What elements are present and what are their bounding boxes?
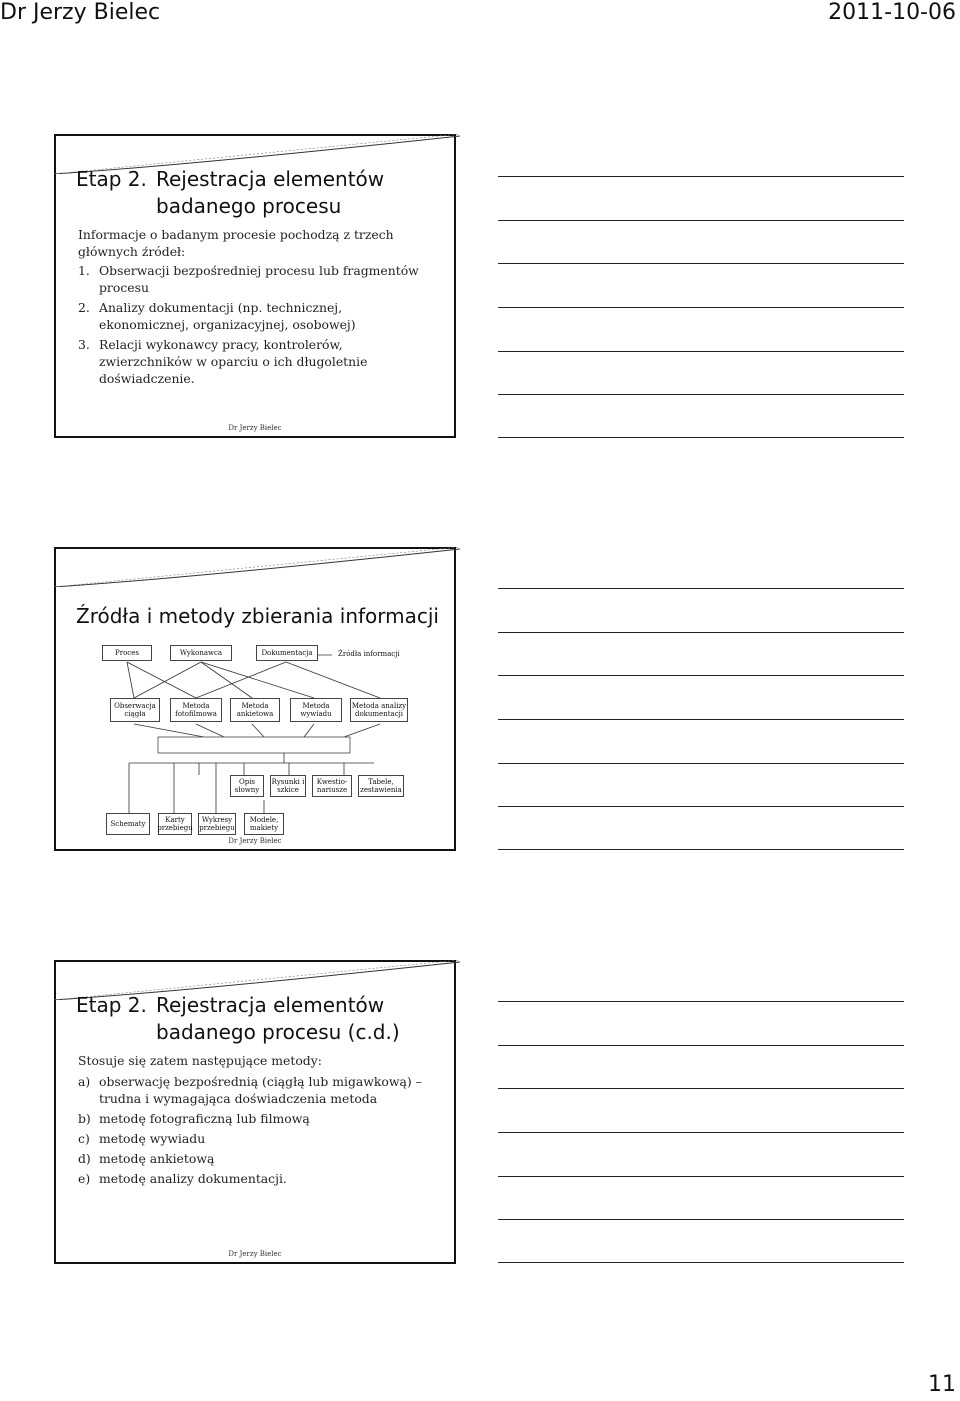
diagram-box-method: Obserwacja ciągła [110,698,160,722]
note-line [498,394,904,395]
slide-1-intro: Informacje o badanym procesie pochodzą z trzech głównych źródeł: [78,227,394,259]
slide-3-body [78,1052,434,1190]
list-item: 2. Analizy dokumentacji (np. technicznej, ekonomicznej, organizacyjnej, osobowej) [78,300,356,332]
slide-3 [54,960,456,1264]
page-number: 11 [928,1372,956,1397]
slide-footer: Dr Jerzy Bielec [228,424,282,432]
diagram-box-output: Tabele, zestawienia [358,775,404,797]
diagram-box-documentation: Dokumentacja [256,645,318,661]
note-line [498,632,904,633]
slide-footer: Dr Jerzy Bielec [228,837,282,845]
note-line [498,1219,904,1220]
list-item: b) metodę fotograficzną lub filmową [78,1111,310,1126]
header-date: 2011-10-06 [828,0,956,25]
list-item: 1. Obserwacji bezpośredniej procesu lub fragmentów procesu [78,263,419,295]
diagram-box-output: Kwestio-nariusze [312,775,352,797]
note-line [498,1132,904,1133]
note-line [498,763,904,764]
diagram-box-performer: Wykonawca [170,645,232,661]
list-item: 3. Relacji wykonawcy pracy, kontrolerów, zwierzchników w oparciu o ich długoletnie doświadczenie. [78,337,368,386]
header-author: Dr Jerzy Bielec [0,0,161,25]
diagram-box-method: Metoda fotofilmowa [170,698,222,722]
diagram-box-output: Opis słowny [230,775,264,797]
note-line [498,1176,904,1177]
diagram-sources-label: Źródła informacji [338,650,400,658]
diagram-box-method: Metoda wywiadu [290,698,342,722]
diagram-box-output: Wykresy przebiegu [198,813,236,835]
note-line [498,719,904,720]
diagram-connectors [94,635,478,839]
diagram-box-output: Karty przebiegu [158,813,192,835]
note-line [498,1001,904,1002]
slide-2 [54,547,456,851]
slide-swoosh-decoration [54,547,460,587]
note-line [498,806,904,807]
diagram-box-process: Proces [102,645,152,661]
list-item: c) metodę wywiadu [78,1131,206,1146]
diagram-box-output: Rysunki i szkice [270,775,306,797]
note-line [498,588,904,589]
note-line [498,1045,904,1046]
diagram-box-method: Metoda analizy dokumentacji [350,698,408,722]
slide-1-title: Etap 2. Rejestracja elementów badanego procesu [76,167,385,218]
note-line [498,307,904,308]
note-line [498,263,904,264]
slide-3-intro: Stosuje się zatem następujące metody: [78,1053,322,1068]
slide-footer: Dr Jerzy Bielec [228,1250,282,1258]
note-line [498,849,904,850]
note-line [498,176,904,177]
note-line [498,1088,904,1089]
list-item: a) obserwację bezpośrednią (ciągłą lub migawkową) – trudna i wymagająca doświadczenia metoda [78,1074,422,1106]
note-line [498,351,904,352]
list-item: d) metodę ankietową [78,1151,215,1166]
slide-1-body [78,226,434,390]
diagram-box-output: Modele, makiety [244,813,284,835]
note-line [498,675,904,676]
note-line [498,437,904,438]
sources-methods-diagram [94,635,478,839]
slide-3-title: Etap 2. Rejestracja elementów badanego procesu (c.d.) [76,993,400,1044]
diagram-box-method: Metoda ankietowa [230,698,280,722]
note-line [498,220,904,221]
diagram-box-output: Schematy [106,813,150,835]
slide-2-title: Źródła i metody zbierania informacji [76,604,439,628]
list-item: e) metodę analizy dokumentacji. [78,1171,287,1186]
slide-1 [54,134,456,438]
note-line [498,1262,904,1263]
